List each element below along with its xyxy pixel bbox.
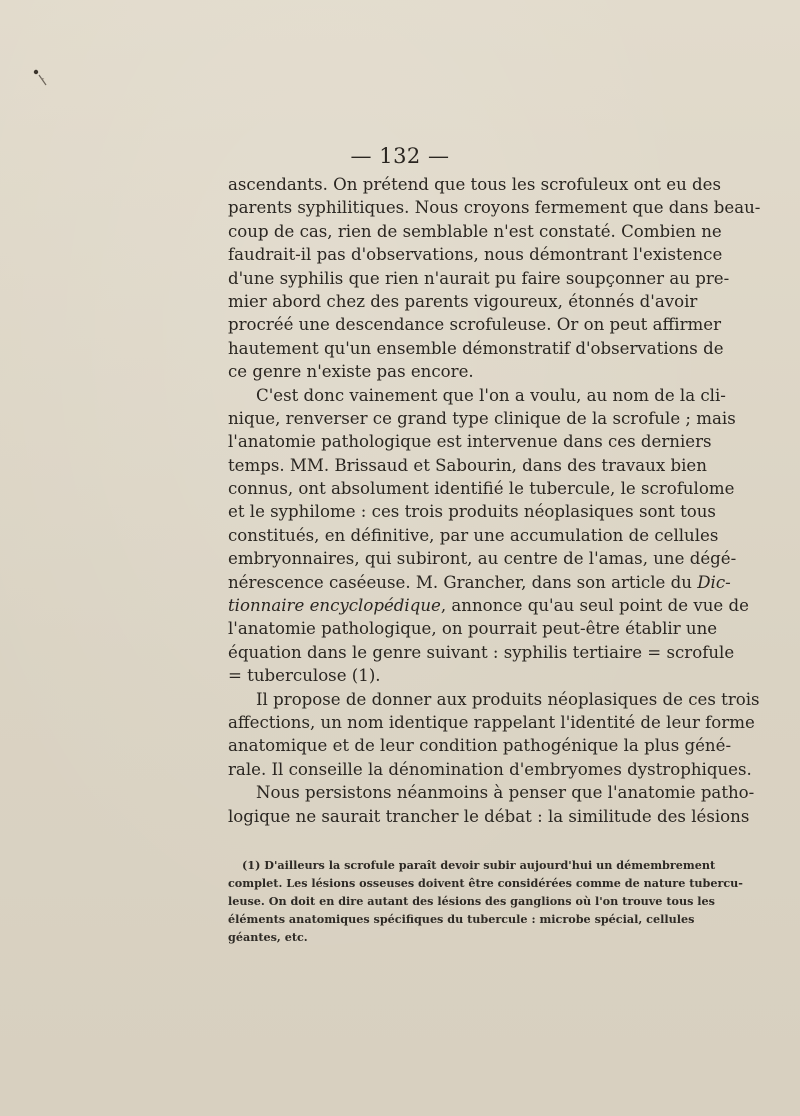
text-line: C'est donc vainement que l'on a voulu, au nom de la cli- bbox=[256, 385, 726, 405]
text-line: Nous persistons néanmoins à penser que l'anatomie patho- bbox=[256, 783, 755, 803]
text-line: et le syphilome : ces trois produits néoplasiques sont tous bbox=[228, 502, 716, 522]
text-line: faudrait-il pas d'observations, nous démontrant l'existence bbox=[228, 245, 723, 265]
footnote bbox=[228, 856, 743, 946]
text-line: ce genre n'existe pas encore. bbox=[228, 362, 474, 382]
text-line: rale. Il conseille la dénomination d'embryomes dystrophiques. bbox=[228, 759, 752, 779]
footnote-line: complet. Les lésions osseuses doivent être considérées comme de nature tubercu- bbox=[228, 876, 743, 890]
ink-speck-mark bbox=[30, 66, 50, 90]
text-line: nique, renverser ce grand type clinique de la scrofule ; mais bbox=[228, 408, 736, 428]
text-line: constitués, en définitive, par une accumulation de cellules bbox=[228, 525, 719, 545]
italic-title-part: tionnaire encyclopédique bbox=[228, 596, 441, 616]
text-line: affections, un nom identique rappelant l'identité de leur forme bbox=[228, 712, 755, 732]
text-line-with-italic bbox=[228, 571, 731, 594]
text-segment: , annonce qu'au seul point de vue de bbox=[440, 596, 749, 616]
text-line: coup de cas, rien de semblable n'est constaté. Combien ne bbox=[228, 221, 722, 241]
text-line: équation dans le genre suivant : syphilis tertiaire = scrofule bbox=[228, 642, 735, 662]
text-line: hautement qu'un ensemble démonstratif d'observations de bbox=[228, 338, 724, 358]
text-line: connus, ont absolument identifié le tubercule, le scrofulome bbox=[228, 479, 735, 499]
text-line: mier abord chez des parents vigoureux, étonnés d'avoir bbox=[228, 291, 698, 311]
text-line: Il propose de donner aux produits néoplasiques de ces trois bbox=[256, 689, 760, 709]
footnote-line: (1) D'ailleurs la scrofule paraît devoir subir aujourd'hui un démembrement bbox=[242, 858, 716, 872]
text-line: logique ne saurait trancher le débat : la similitude des lésions bbox=[228, 806, 750, 826]
body-text bbox=[228, 173, 761, 828]
text-line: d'une syphilis que rien n'aurait pu faire soupçonner au pre- bbox=[228, 268, 730, 288]
text-line: embryonnaires, qui subiront, au centre de l'amas, une dégé- bbox=[228, 549, 737, 569]
text-line: ascendants. On prétend que tous les scrofuleux ont eu des bbox=[228, 175, 721, 194]
text-line: temps. MM. Brissaud et Sabourin, dans des travaux bien bbox=[228, 455, 707, 475]
italic-title-part: Dic- bbox=[697, 572, 731, 592]
text-line-with-italic bbox=[228, 594, 749, 617]
text-line: parents syphilitiques. Nous croyons fermement que dans beau- bbox=[228, 198, 761, 218]
text-segment: nérescence caséeuse. M. Grancher, dans son article du bbox=[228, 572, 692, 592]
text-line: = tuberculose (1). bbox=[228, 666, 381, 686]
footnote-line: leuse. On doit en dire autant des lésions des ganglions où l'on trouve tous les bbox=[228, 894, 715, 908]
footnote-line: géantes, etc. bbox=[228, 930, 308, 944]
text-line: l'anatomie pathologique, on pourrait peut-être établir une bbox=[228, 619, 718, 639]
text-line: procréé une descendance scrofuleuse. Or on peut affirmer bbox=[228, 315, 722, 335]
footnote-line: éléments anatomiques spécifiques du tubercule : microbe spécial, cellules bbox=[228, 912, 695, 926]
text-line: anatomique et de leur condition pathogénique la plus géné- bbox=[228, 736, 732, 756]
text-line: l'anatomie pathologique est intervenue dans ces derniers bbox=[228, 432, 712, 452]
page-number: — 132 — bbox=[350, 144, 450, 168]
